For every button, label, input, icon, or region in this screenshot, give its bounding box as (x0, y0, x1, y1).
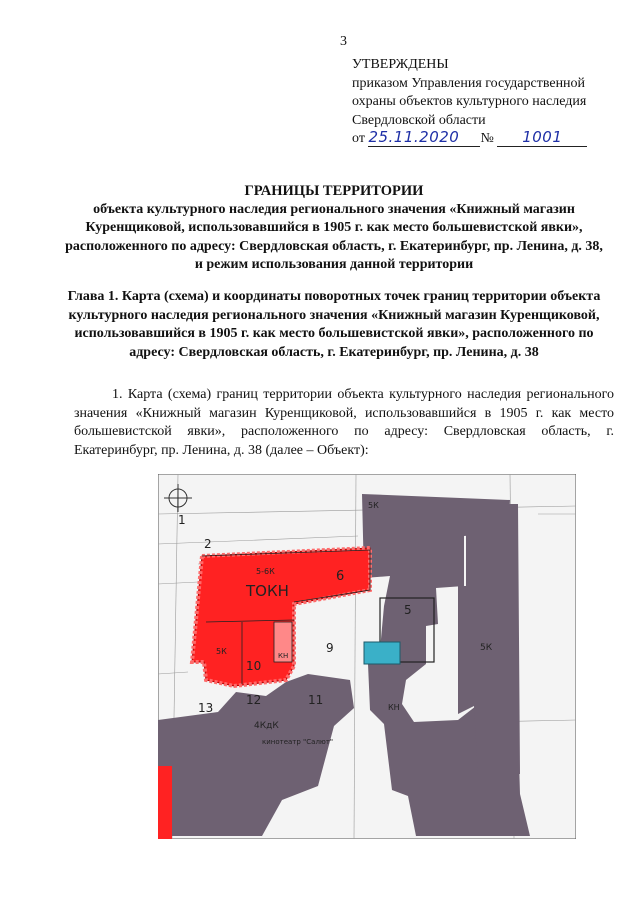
map-label-floors-k: 5К (368, 501, 379, 510)
map-point-13: 13 (198, 701, 214, 715)
number-handwritten: 1001 (522, 128, 563, 146)
map-label-tokn: ТОКН (246, 582, 289, 600)
title-text: объекта культурного наследия регионального значения «Книжный магазин Куренщиковой, использовавшийся в 1905 г. как место большевистской явки», расположенного по адресу: Свердловская область, г. Екатеринбург, пр. Ленина, д. 38, и режим использования данной территории (65, 201, 603, 272)
map-label-cinema: кинотеатр "Салют" (262, 738, 334, 746)
map-label-kn: КН (278, 652, 289, 660)
map-label-floors-lower: 4КдК (254, 721, 279, 731)
approval-heading: УТВЕРЖДЕНЫ (352, 57, 449, 72)
map-point-6: 6 (336, 569, 345, 584)
approval-line-1: приказом Управления государственной (352, 75, 586, 91)
map-point-5: 5 (404, 603, 412, 617)
approval-line-2: охраны объектов культурного наследия (352, 94, 587, 109)
map-label-floors-side: 5К (216, 647, 227, 656)
number-field (497, 130, 587, 147)
chapter-heading: Глава 1. Карта (схема) и координаты поворотных точек границ территории объекта культурного наследия регионального значения «Книжный магазин Куренщиковой, использовавшийся в 1905 г. как место большевистской явки», расположенного по адресу: Свердловская область, г. Екатеринбург, пр. Ленина, д. 38 (67, 289, 601, 360)
territory-map (158, 474, 576, 839)
number-prefix: № (480, 131, 494, 146)
date-prefix: от (352, 131, 365, 146)
page-number: 3 (340, 34, 347, 49)
map-label-floors-right: 5К (480, 643, 493, 653)
map-point-12: 12 (246, 693, 262, 707)
title-heading: ГРАНИЦЫ ТЕРРИТОРИИ (244, 183, 424, 199)
map-label-floors-main: 5-6К (256, 567, 275, 576)
approval-date-line (352, 130, 587, 149)
date-field (368, 130, 480, 147)
map-label-kn-small: КН (388, 703, 400, 712)
approval-block (352, 56, 587, 149)
edge-strip (158, 766, 172, 839)
date-handwritten: 25.11.2020 (368, 128, 460, 146)
map-point-2: 2 (204, 537, 212, 551)
pool-area (364, 642, 400, 664)
map-point-9: 9 (326, 641, 334, 655)
document-title (64, 182, 604, 275)
map-point-1: 1 (178, 513, 186, 527)
map-point-10: 10 (246, 659, 262, 673)
paragraph-1: 1. Карта (схема) границ территории объекта культурного наследия регионального значения «Книжный магазин Куренщиковой, использовавшийся в 1905 г. как место большевистской явки», расположенного по адресу: Свердловская область, г. Екатеринбург, пр. Ленина, д. 38 (далее – Объект): (74, 387, 614, 458)
map-point-11: 11 (308, 693, 324, 707)
approval-line-3: Свердловской области (352, 112, 486, 128)
